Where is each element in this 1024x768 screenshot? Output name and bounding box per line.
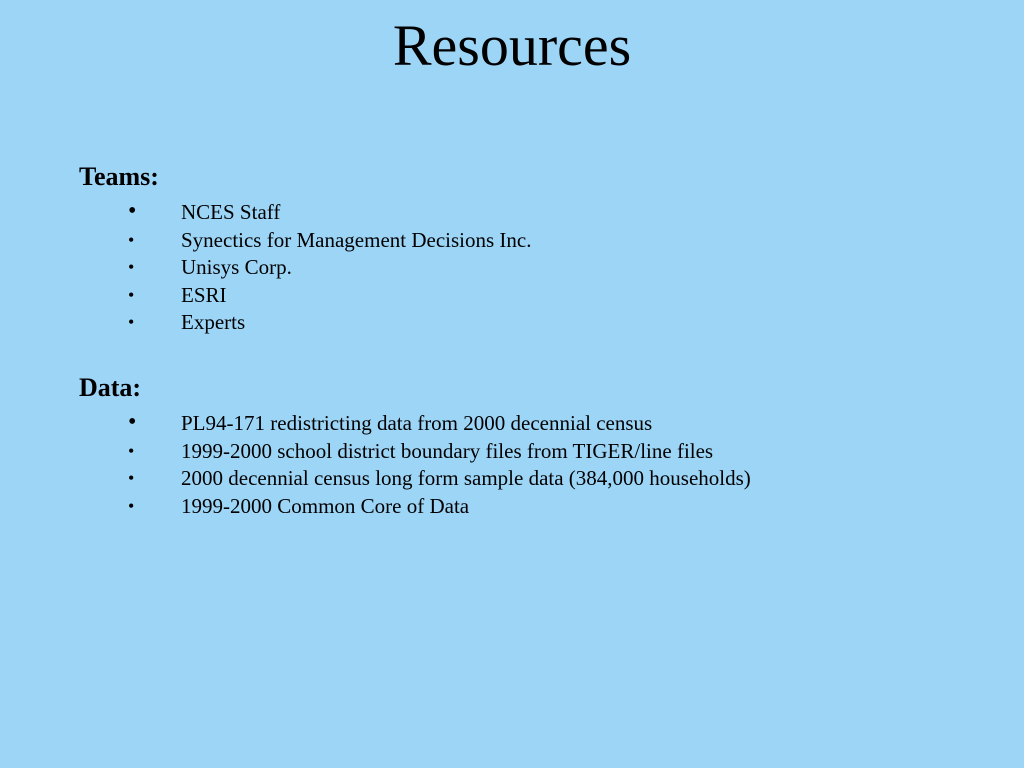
bullet-icon: •	[128, 284, 135, 305]
list-item	[0, 282, 1024, 310]
bullet-icon: •	[128, 198, 137, 224]
list-item-text: ESRI	[181, 282, 227, 307]
bullet-icon: •	[128, 229, 135, 250]
list-item-text: NCES Staff	[181, 200, 281, 224]
data-list	[0, 410, 1024, 520]
list-item-text: 2000 decennial census long form sample data (384,000 households)	[181, 466, 751, 490]
teams-heading: Teams:	[79, 162, 159, 191]
teams-list	[0, 199, 1024, 337]
bullet-icon: •	[128, 312, 135, 332]
list-item-text: PL94-171 redistricting data from 2000 decennial census	[181, 411, 653, 435]
list-item-text: 1999-2000 school district boundary files from TIGER/line files	[181, 438, 714, 463]
bullet-icon: •	[128, 257, 135, 277]
list-item	[0, 199, 1024, 227]
list-item	[0, 493, 1024, 521]
list-item-text: Unisys Corp.	[181, 255, 292, 279]
bullet-icon: •	[128, 409, 137, 435]
list-item	[0, 438, 1024, 466]
list-item-text: Experts	[181, 310, 246, 334]
list-item	[0, 465, 1024, 493]
list-item	[0, 227, 1024, 255]
list-item-text: Synectics for Management Decisions Inc.	[181, 227, 532, 252]
bullet-icon: •	[128, 440, 135, 461]
slide-title: Resources	[392, 13, 632, 78]
list-item	[0, 254, 1024, 282]
list-item-text: 1999-2000 Common Core of Data	[181, 493, 470, 518]
bullet-icon: •	[128, 495, 135, 516]
data-heading: Data:	[79, 373, 142, 402]
list-item	[0, 410, 1024, 438]
list-item	[0, 309, 1024, 337]
bullet-icon: •	[128, 468, 135, 488]
